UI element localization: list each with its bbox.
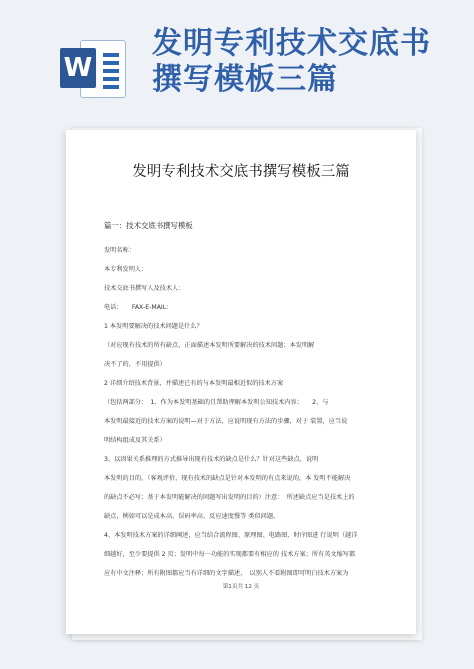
document-page <box>66 130 416 634</box>
page-number-footer: 第1页共 12 页 <box>222 584 260 590</box>
body-line: 细越好，至少要提供 2 页；发明中每一功能的实现都要有相应的 技术方案；所有英文缩写都 <box>104 551 356 558</box>
body-line: 技术交底书撰写人及技术人： <box>104 285 185 292</box>
header-banner <box>0 0 474 118</box>
section-heading: 篇一：技术交底书撰写模板 <box>104 221 193 230</box>
document-title: 发明专利技术交底书撰写模板三篇 <box>132 164 350 180</box>
body-line: 决不了的，不用提供） <box>104 361 166 368</box>
body-line: 明结构组成及其关系） <box>104 437 166 444</box>
body-line: 的缺点不必写；基于本发明能解决的问题写出发明的目的）注意： 所述缺点应当是技术上的 <box>104 494 355 501</box>
body-line: 缺点，例如可以是成本高、误码率高、反应速度慢等 类似问题。 <box>104 513 280 520</box>
body-line: （对应现有技术的所有缺点，正面描述本发明所要解决的技术问题；本发明解 <box>104 342 315 349</box>
word-icon <box>58 36 130 100</box>
body-line: 本专利发明人： <box>104 266 148 273</box>
body-line: 应有中文注释；所有附图都应当有详细的文字描述， 以别人不看附图即可明白技术方案为 <box>104 570 349 577</box>
body-line: 4、本发明技术方案的详细阐述，应当结合流程图、原理图、电路图、时序图进 行说明（越详 <box>104 532 358 539</box>
body-line: （包括两部分： 1、作为本发明基础的且帮助理解本发明公知技术内容； 2、与 <box>104 399 329 406</box>
body-line: 本发明的目的。（客观评价，现有技术的缺点是针对本发明的有点来说的，本 发明不能解决 <box>104 475 351 482</box>
body-line: 电话： FAX-E-MAIL： <box>104 304 173 311</box>
body-line: 发明名称： <box>104 247 135 254</box>
body-line: 本发明最接近的技术方案的说明—对于方法，应说明现有方法的步骤，对于 装置，应当说 <box>104 418 348 425</box>
banner-title: 发明专利技术交底书撰写模板三篇 <box>152 26 431 97</box>
word-badge: W <box>60 48 96 88</box>
body-line: 3、以因果关系推理的方式推导出现有技术的缺点是什么？针对这些缺点，说明 <box>104 456 319 463</box>
body-line: 1 本发明要解决的技术问题是什么？ <box>104 323 203 330</box>
body-line: 2 详细介绍技术背景，并描述已有的与本发明最相近似的技术方案 <box>104 380 284 387</box>
